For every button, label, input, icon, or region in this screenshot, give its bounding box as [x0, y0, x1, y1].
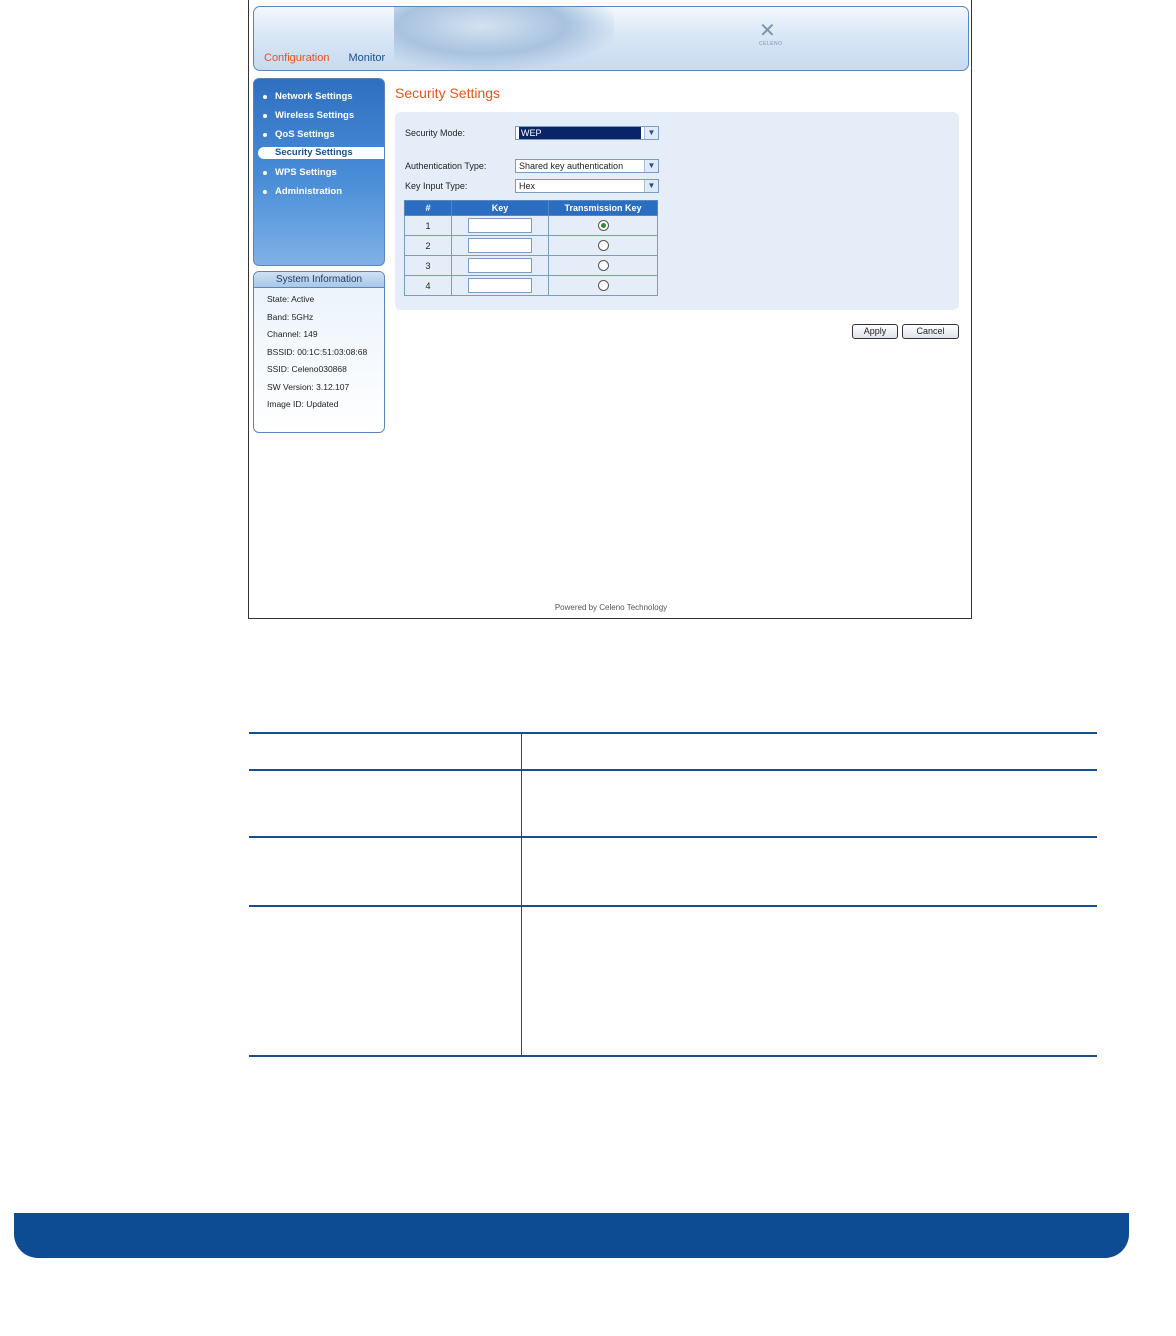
authentication-type-select[interactable]: Shared key authentication ▼ — [515, 159, 659, 173]
sysinfo-image-id: Image ID: Updated — [267, 399, 339, 409]
security-mode-select[interactable]: WEP ▼ — [515, 126, 659, 140]
sysinfo-band: Band: 5GHz — [267, 311, 314, 322]
top-nav — [264, 52, 401, 64]
table-row — [405, 216, 658, 236]
sidebar-item-administration[interactable]: Administration — [254, 182, 384, 201]
sysinfo-sw-version: SW Version: 3.12.107 — [267, 381, 350, 392]
key-3-input[interactable] — [468, 258, 532, 273]
system-information-title: System Information — [254, 272, 384, 288]
sysinfo-ssid: SSID: Celeno030868 — [267, 364, 347, 374]
wep-key-table — [404, 200, 658, 296]
tab-configuration[interactable]: Configuration — [264, 52, 330, 64]
transmission-key-3-radio[interactable] — [598, 260, 609, 271]
bullet-icon — [263, 95, 267, 99]
chevron-down-icon: ▼ — [644, 180, 658, 192]
sysinfo-state: State: Active — [267, 294, 315, 304]
key-number: 1 — [405, 216, 452, 236]
sidebar-item-wireless-settings[interactable]: Wireless Settings — [254, 106, 384, 125]
key-number: 4 — [405, 276, 452, 296]
apply-button[interactable]: Apply — [852, 324, 898, 339]
chevron-down-icon: ▼ — [644, 127, 658, 139]
bullet-icon — [263, 171, 267, 175]
sidebar-menu — [253, 78, 385, 266]
column-header-key: Key — [452, 201, 549, 216]
table-row — [405, 256, 658, 276]
tab-monitor[interactable]: Monitor — [348, 52, 386, 64]
table-rule — [249, 732, 1097, 734]
footer-band — [14, 1213, 1129, 1258]
sysinfo-channel: Channel: 149 — [267, 329, 318, 339]
transmission-key-1-radio[interactable] — [598, 220, 609, 231]
key-4-input[interactable] — [468, 278, 532, 293]
powered-by-text: Powered by Celeno Technology — [554, 603, 668, 612]
banner-photo — [394, 7, 614, 70]
cancel-button[interactable]: Cancel — [902, 324, 959, 339]
chevron-down-icon: ▼ — [644, 160, 658, 172]
table-rule — [249, 905, 1097, 907]
router-config-screenshot — [248, 0, 972, 619]
table-rule — [249, 769, 1097, 771]
table-header-row — [405, 201, 658, 216]
key-number: 2 — [405, 236, 452, 256]
transmission-key-2-radio[interactable] — [598, 240, 609, 251]
table-rule — [249, 836, 1097, 838]
table-row — [405, 276, 658, 296]
bullet-icon — [263, 190, 267, 194]
key-input-type-label: Key Input Type: — [405, 181, 468, 191]
sidebar-item-security-settings[interactable]: Security Settings — [258, 147, 385, 159]
key-1-input[interactable] — [468, 218, 532, 233]
column-divider — [521, 734, 522, 1055]
system-information-panel — [253, 271, 385, 433]
celeno-logo: ✕ CELENO — [759, 20, 783, 47]
header-banner — [253, 6, 969, 71]
column-header-transmission-key: Transmission Key — [549, 201, 658, 216]
key-input-type-select[interactable]: Hex ▼ — [515, 179, 659, 193]
key-number: 3 — [405, 256, 452, 276]
table-row — [405, 236, 658, 256]
column-header-number: # — [405, 201, 452, 216]
authentication-type-label: Authentication Type: — [405, 161, 487, 171]
bullet-icon — [263, 133, 267, 137]
sidebar-item-wps-settings[interactable]: WPS Settings — [254, 163, 384, 182]
security-mode-label: Security Mode: — [405, 128, 466, 138]
page-title: Security Settings — [395, 85, 501, 101]
transmission-key-4-radio[interactable] — [598, 280, 609, 291]
bullet-icon — [263, 114, 267, 118]
sysinfo-bssid: BSSID: 00:1C:51:03:08:68 — [267, 346, 368, 357]
table-rule — [249, 1055, 1097, 1057]
key-2-input[interactable] — [468, 238, 532, 253]
sidebar-item-network-settings[interactable]: Network Settings — [254, 87, 384, 106]
sidebar-item-qos-settings[interactable]: QoS Settings — [254, 125, 384, 144]
